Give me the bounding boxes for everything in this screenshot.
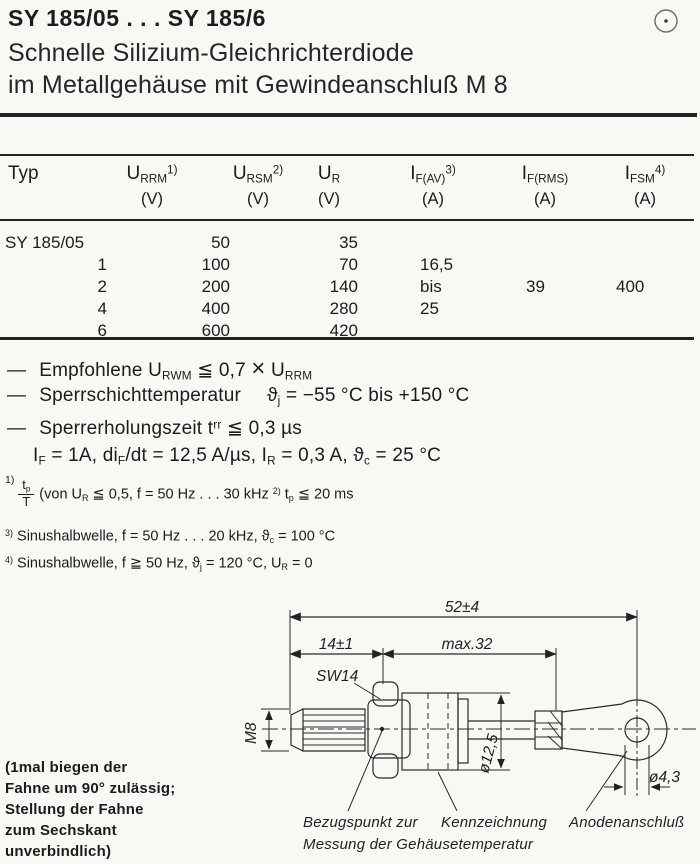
page-title: SY 185/05 . . . SY 185/6 (8, 5, 266, 31)
table-row (0, 276, 700, 298)
note-urwm: — Empfohlene $U_{RWM}$ ≦ $0,7 \times U_{RRM}$ (7, 355, 313, 383)
crimp-sleeve (535, 711, 562, 749)
footnote-1 (5, 476, 354, 512)
dimension-overall-length (290, 610, 637, 714)
col-header-ursm: $U_{RSM}^{2)}$ (232, 163, 284, 186)
cell-typ: SY 185/05 (5, 233, 85, 252)
cell-ifsm: 400 (616, 277, 645, 296)
hex-nut (368, 682, 410, 778)
flag-bending-note-line: unverbindlich) (5, 843, 112, 860)
cell-typ: 4 (97, 299, 107, 318)
cell-ur: 35 (339, 233, 358, 252)
cell-ifav: 16,5 (420, 255, 454, 274)
flag-hole (625, 718, 649, 742)
thread-label: M8 (243, 722, 260, 744)
circle-dot-icon (655, 10, 677, 32)
cell-urrm: 200 (201, 277, 230, 296)
cell-urrm: 600 (201, 321, 230, 340)
cell-ifav: 25 (420, 299, 439, 318)
col-unit-ifav: (A) (422, 190, 444, 208)
dim-body-label: max.32 (441, 636, 493, 653)
subtitle-line-1: Schnelle Silizium-Gleichrichterdiode (8, 39, 414, 67)
anode-label: Anodenanschluß (569, 814, 685, 831)
col-header-ifrms: $I_{F(RMS)}$ (521, 163, 569, 186)
cell-urrm: 100 (201, 255, 230, 274)
flag-bending-note (5, 757, 175, 862)
body-diameter-label: ø12,5 (475, 732, 503, 776)
fraction-denominator: T (18, 494, 34, 509)
col-unit-urrm: (V) (141, 190, 163, 208)
wrench-size-leader (354, 683, 380, 699)
reference-point-label-line2: Messung der Gehäusetemperatur (303, 836, 534, 853)
duty-cycle-fraction (18, 478, 34, 509)
cell-typ: 1 (97, 255, 107, 274)
cell-ifrms: 39 (526, 277, 545, 296)
table-row (0, 254, 700, 276)
col-header-ifsm: $I_{FSM}^{4)}$ (624, 163, 666, 186)
col-header-ur: $U_R$ (317, 163, 341, 186)
dimension-body-diameter (458, 693, 510, 770)
dim-left-label: 14±1 (318, 636, 354, 653)
col-unit-ur: (V) (318, 190, 340, 208)
cell-ur: 140 (329, 277, 358, 296)
cell-ur: 70 (339, 255, 358, 274)
subtitle-line-2: im Metallgehäuse mit Gewindeanschluß M 8 (8, 71, 508, 99)
reference-point-label-line1: Bezugspunkt zur (303, 814, 418, 831)
footnote-4: $^{4)}$ Sinushalbwelle, f ≧ 50 Hz, $ϑ_j = 120$ °C, $U_R = 0$ (5, 555, 313, 572)
flag-bending-note-line: Stellung der Fahne (5, 801, 144, 818)
flag-bending-note-line: (1mal biegen der (5, 759, 128, 776)
case-temperature-reference-dot (380, 727, 384, 731)
marking-leader (438, 772, 457, 811)
col-unit-ifsm: (A) (634, 190, 656, 208)
anode-flag (562, 694, 667, 799)
cell-ur: 280 (329, 299, 358, 318)
lead-wire (468, 721, 535, 739)
table-row (0, 320, 700, 342)
note-junction-temperature: — Sperrschichttemperatur $ϑ_j = -55$ °C bis +150 °C (7, 385, 470, 408)
footnote-mark: 1) (5, 474, 15, 486)
table-rule-top (0, 154, 694, 156)
wrench-size-label: SW14 (316, 668, 359, 685)
col-header-urrm: $U_{RRM}^{1)}$ (126, 163, 178, 186)
case-body (402, 693, 468, 770)
col-unit-ifrms: (A) (534, 190, 556, 208)
cell-typ: 6 (97, 321, 107, 340)
cell-ur: 420 (329, 321, 358, 340)
header-divider (0, 113, 697, 117)
note-test-conditions: $I_F = 1A$, $di_F/dt = 12,5$ A/µs, $I_R = 0,3$ A, $ϑ_c = 25$ °C (33, 445, 442, 468)
cell-ifav: bis (420, 277, 442, 296)
table-row (0, 298, 700, 320)
marking-label: Kennzeichnung (441, 814, 548, 831)
anode-leader (586, 751, 627, 811)
footnote-3: $^{3)}$ Sinushalbwelle, f = 50 Hz . . . 20 kHz, $ϑ_c = 100$ °C (5, 528, 336, 545)
col-header-typ: Typ (8, 163, 39, 184)
note-reverse-recovery: — Sperrerholungszeit $t^{rr}$ ≦ 0,3 µs (7, 418, 302, 439)
col-unit-ursm: (V) (247, 190, 269, 208)
reference-point-leader (348, 731, 382, 811)
fraction-numerator: $t_p$ (22, 477, 31, 494)
dimension-thread (261, 709, 289, 751)
flag-bending-note-line: zum Sechskant (5, 822, 117, 839)
cell-typ: 2 (97, 277, 107, 296)
dimension-hole-diameter (604, 745, 670, 795)
dimension-stud-and-body (290, 648, 556, 710)
table-row (0, 232, 700, 254)
flag-bending-note-line: Fahne um 90° zulässig; (5, 780, 176, 797)
col-header-ifav: $I_{F(AV)}^{3)}$ (410, 163, 456, 186)
table-rule-header (0, 219, 694, 221)
threaded-stud (291, 709, 365, 751)
cell-urrm: 400 (201, 299, 230, 318)
hole-diameter-label: ø4,3 (649, 769, 681, 786)
footnote-1-text: (von $U_R$ ≦ 0,5, f = 50 Hz . . . 30 kHz $^{2)}$ $t_p$ ≦ 20 ms (39, 485, 354, 503)
cell-urrm: 50 (211, 233, 230, 252)
dim-overall-label: 52±4 (444, 599, 480, 616)
